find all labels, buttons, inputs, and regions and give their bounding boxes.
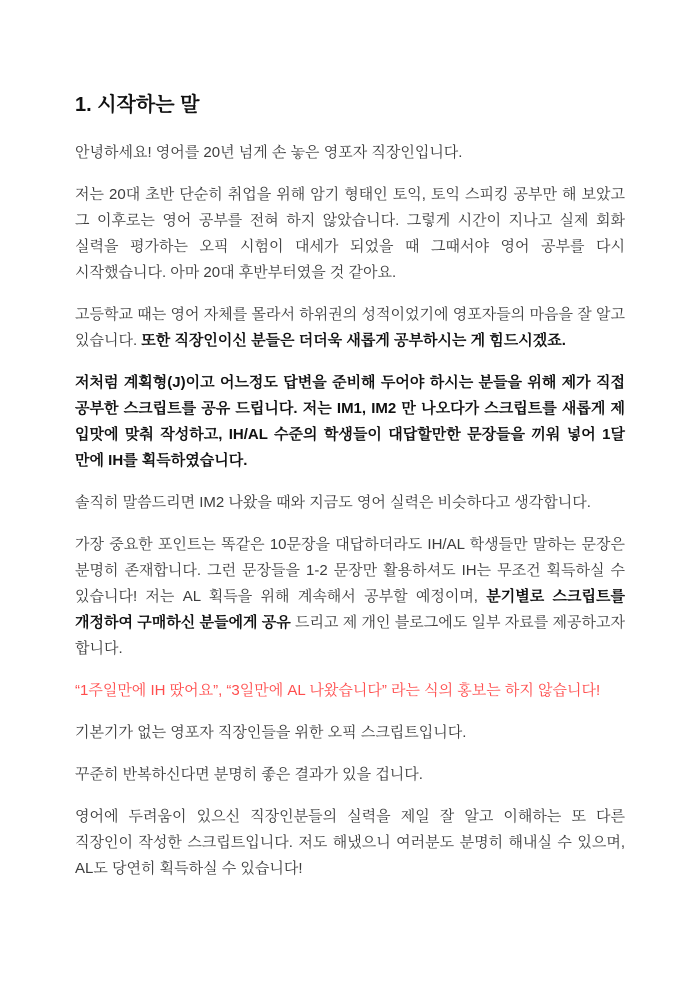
text-run-bold: 또한 직장인이신 분들은 더더욱 새롭게 공부하시는 게 힘드시겠죠. — [141, 332, 566, 349]
paragraph-script-intro — [75, 370, 625, 474]
text-run: 영어에 두려움이 있으신 직장인분들의 실력을 제일 잘 알고 이해하는 또 다른 직장인이 작성한 스크립트입니다. 저도 해냈으니 여러분도 분명히 해내실 수 있으며, AL도 당연히 획득하실 수 있습니다! — [75, 808, 625, 877]
text-run: 고등학교 때는 영어 자체를 몰라서 하위권의 성적이었기에 영포자들의 마음을 잘 알고 있습니다. — [75, 306, 625, 349]
paragraph-target-audience — [75, 720, 625, 746]
text-run-bold: 저처럼 계획형(J)이고 어느정도 답변을 준비해 두어야 하시는 분들을 위해 제가 직접 공부한 스크립트를 공유 드립니다. 저는 IM1, IM2 만 나오다가 스크립트를 새롭게 제 입맛에 맞춰 작성하고, IH/AL 수준의 학생들이 대답할만한 문장들을 끼워 넣어 1달 만에 IH를 획득하였습니다. — [75, 374, 625, 469]
paragraph-greeting — [75, 140, 625, 166]
text-run: 기본기가 없는 영포자 직장인들을 위한 오픽 스크립트입니다. — [75, 724, 467, 741]
text-run: 안녕하세요! 영어를 20년 넘게 손 놓은 영포자 직장인입니다. — [75, 144, 463, 161]
paragraph-background — [75, 182, 625, 286]
paragraph-honest-note — [75, 490, 625, 516]
text-run-bold: 분기별로 스크립트를 개정하여 구매하신 분들에게 공유 — [75, 588, 625, 631]
text-run: 저는 20대 초반 단순히 취업을 위해 암기 형태인 토익, 토익 스피킹 공부만 해 보았고 그 이후로는 영어 공부를 전혀 하지 않았습니다. 그렇게 시간이 지나고 실제 회화 실력을 평가하는 오픽 시험이 대세가 되었을 때 그때서야 영어 공부를 다시 시작했습니다. 아마 20대 후반부터였을 것 같아요. — [75, 186, 625, 281]
paragraph-highschool — [75, 302, 625, 354]
paragraph-key-point — [75, 532, 625, 662]
paragraph-closing — [75, 804, 625, 882]
text-run: 꾸준히 반복하신다면 분명히 좋은 결과가 있을 겁니다. — [75, 766, 423, 783]
section-title: 1. 시작하는 말 — [75, 94, 200, 116]
paragraph-encouragement — [75, 762, 625, 788]
text-run: 드리고 제 개인 블로그에도 일부 자료를 제공하고자 합니다. — [75, 614, 625, 657]
text-run: 솔직히 말씀드리면 IM2 나왔을 때와 지금도 영어 실력은 비슷하다고 생각합니다. — [75, 494, 591, 511]
text-run-red: “1주일만에 IH 땄어요”, “3일만에 AL 나왔습니다” 라는 식의 홍보는 하지 않습니다! — [75, 682, 601, 699]
text-run: 가장 중요한 포인트는 똑같은 10문장을 대답하더라도 IH/AL 학생들만 말하는 문장은 분명히 존재합니다. 그런 문장들을 1-2 문장만 활용하셔도 IH는 무조건 획득하실 수 있습니다! 저는 AL 획득을 위해 계속해서 공부할 예정이며, — [75, 536, 625, 605]
paragraph-no-hype-warning — [75, 678, 625, 704]
